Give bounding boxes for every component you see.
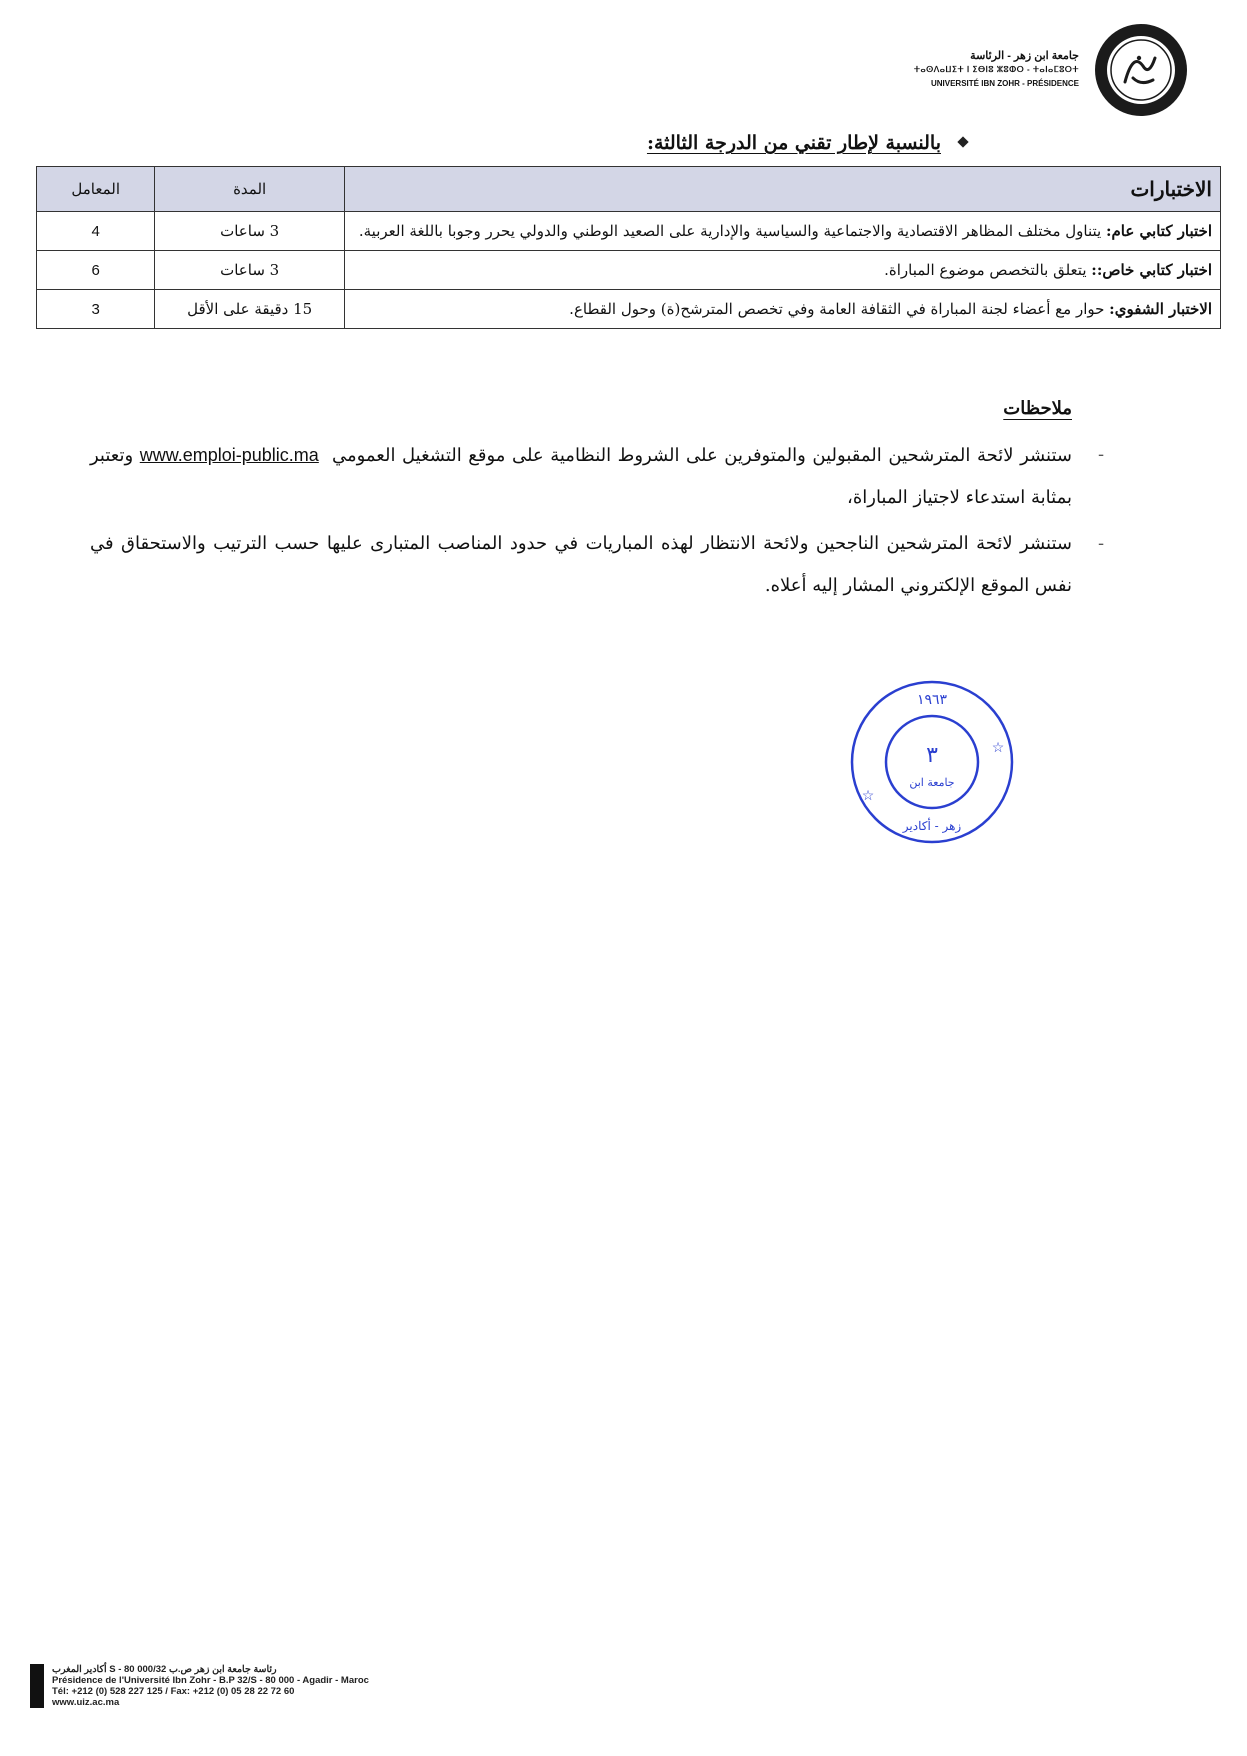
header-tests: الاختبارات [344,167,1220,212]
stamp-top-text: ١٩٦٣ [916,692,948,708]
star-icon: ☆ [861,788,875,804]
footer-website: www.uiz.ac.ma [52,1697,120,1708]
note-item [90,523,1130,607]
stamp-inner-text: جامعة ابن [909,776,955,789]
star-icon: ☆ [991,740,1005,756]
test-description [344,212,1220,251]
diamond-bullet-icon [957,136,968,147]
stamp-bottom-text: زهر - أكادير [902,819,962,833]
notes-section [90,388,1130,607]
footer [30,1664,369,1708]
header-arabic-name: جامعة ابن زهر - الرئاسة [970,50,1079,62]
header-coefficient: المعامل [37,167,155,212]
test-description [344,251,1220,290]
test-label: اختبار كتابي خاص:: [1091,261,1212,279]
section-title [647,132,967,154]
test-duration: 3 ساعات [155,251,345,290]
note-item [90,434,1130,519]
table-row [37,212,1221,251]
header-tifinagh-name: ⵜⴰⵙⴷⴰⵡⵉⵜ ⵏ ⵉⴱⵏⵓ ⵣⵓⵀⵔ - ⵜⴰⵏⴰⵎⵓⵔⵜ [913,65,1079,74]
test-text: حوار مع أعضاء لجنة المباراة في الثقافة العامة وفي تخصص المترشح(ة) وحول القطاع. [569,300,1105,318]
notes-title: ملاحظات [1003,398,1072,419]
test-duration: 15 دقيقة على الأقل [155,290,345,329]
footer-phone-fax: Tél: +212 (0) 528 227 125 / Fax: +212 (0) 05 28 22 72 60 [52,1686,295,1697]
note-text: ستنشر لائحة المترشحين المقبولين والمتوفرين على الشروط النظامية على موقع التشغيل العمومي [331,445,1072,466]
note-text-continued: وتعتبر بمثابة استدعاء لاجتياز المباراة، [90,445,1072,508]
test-coefficient: 6 [37,251,155,290]
note-text: ستنشر لائحة المترشحين الناجحين ولائحة الانتظار لهذه المباريات في حدود المناصب المتبارى عليها حسب الترتيب والاستحقاق في نفس الموقع الإلكتروني المشار إليه أعلاه. [90,533,1072,596]
test-text: يتناول مختلف المظاهر الاقتصادية والاجتماعية والسياسية والإدارية على الصعيد الوطني والدولي يحرر وجوبا باللغة العربية. [358,222,1102,240]
test-duration: 3 ساعات [155,212,345,251]
test-coefficient: 3 [37,290,155,329]
test-text: يتعلق بالتخصص موضوع المباراة. [884,261,1087,279]
table-row [37,290,1221,329]
dash-bullet: - [1097,533,1105,554]
official-stamp [848,678,1016,846]
test-coefficient: 4 [37,212,155,251]
letterhead [914,22,1189,118]
footer-bar [30,1664,44,1708]
table-row [37,251,1221,290]
table-header-row [37,167,1221,212]
exams-table [36,166,1221,329]
test-label: الاختبار الشفوي: [1109,300,1212,318]
section-title-text: بالنسبة لإطار تقني من الدرجة الثالثة: [646,132,941,154]
footer-arabic-address: رئاسة جامعة ابن زهر ص.ب 32/S - 80 000 أكادير المغرب [52,1664,277,1675]
university-logo [1093,22,1189,118]
test-description [344,290,1220,329]
emploi-public-link[interactable]: www.emploi-public.ma [139,445,319,465]
header-french-name: UNIVERSITÉ IBN ZOHR - PRÉSIDENCE [930,79,1079,88]
footer-french-address: Présidence de l'Université Ibn Zohr - B.P 32/S - 80 000 - Agadir - Maroc [52,1675,369,1686]
test-label: اختبار كتابي عام: [1105,222,1212,240]
stamp-center-text: ٣ [926,743,938,768]
dash-bullet: - [1097,444,1105,465]
header-duration: المدة [155,167,345,212]
